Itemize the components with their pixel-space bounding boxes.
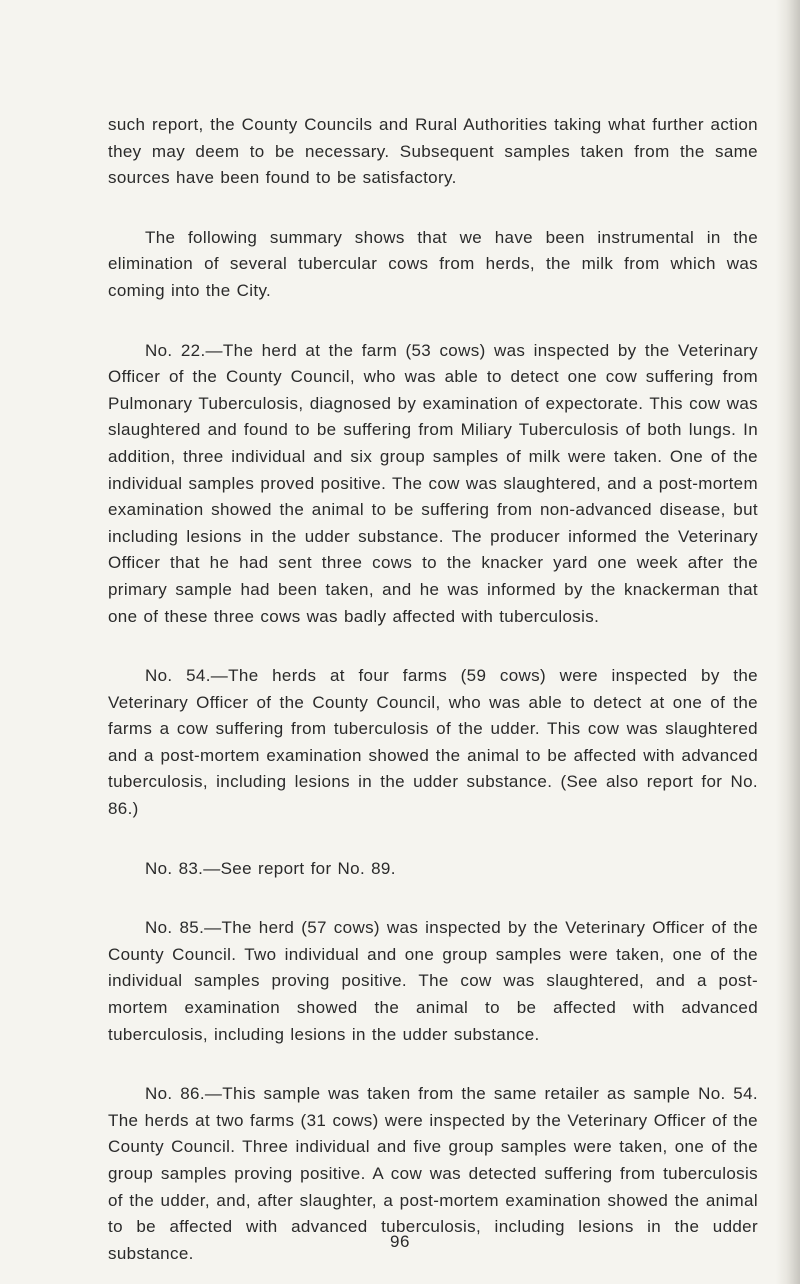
paragraph-report-no-22: No. 22.—The herd at the farm (53 cows) was inspected by the Veterinary Officer of the County Council, who was able to detect one cow suffering from Pulmonary Tuberculosis, diagnosed by examination of expectorate. This cow was slaughtered and found to be suffering from Miliary Tuberculosis of both lungs. In addition, three individual and six group samples of milk were taken. One of the individual samples proved positive. The cow was slaughtered, and a post-mortem examination showed the animal to be suffering from non-advanced disease, but including lesions in the udder substance. The producer informed the Veterinary Officer that he had sent three cows to the knacker yard one week after the primary sample had been taken, and he was informed by the knackerman that one of these three cows was badly affected with tuberculosis. (108, 340, 758, 626)
paragraph-report-no-86: No. 86.—This sample was taken from the same retailer as sample No. 54. The herds at two farms (31 cows) were inspected by the Veterinary Officer of the County Council. Three individual and five group samples were taken, one of the group samples proving positive. A cow was detected suffering from tuberculosis of the udder, and, after slaughter, a post-mortem examination showed the animal to be affected with advanced tuberculosis, including lesions in the udder substance. (108, 1084, 758, 1263)
page-number: 96 (390, 1232, 410, 1251)
paragraph-report-no-85: No. 85.—The herd (57 cows) was inspected by the Veterinary Officer of the County Council. Two individual and one group samples were taken, one of the individual samples proving positive. The cow was slaughtered, and a post-mortem examination showed the animal to be affected with advanced tuberculosis, including lesions in the udder substance. (108, 918, 758, 1044)
page-edge-shadow (776, 0, 800, 1284)
paragraph-continuation: such report, the County Councils and Rural Authorities taking what further action they may deem to be necessary. Subsequent samples taken from the same sources have been found to be satisfactory. (108, 115, 758, 188)
body-text (108, 112, 758, 1284)
paragraph-summary-intro: The following summary shows that we have been instrumental in the elimination of several tubercular cows from herds, the milk from which was coming into the City. (108, 227, 758, 300)
paragraph-report-no-83: No. 83.—See report for No. 89. (145, 858, 396, 878)
paragraph-report-no-54: No. 54.—The herds at four farms (59 cows) were inspected by the Veterinary Officer of the County Council, who was able to detect at one of the farms a cow suffering from tuberculosis of the udder. This cow was slaughtered and a post-mortem examination showed the animal to be affected with advanced tuberculosis, including lesions in the udder substance. (See also report for No. 86.) (108, 666, 758, 819)
